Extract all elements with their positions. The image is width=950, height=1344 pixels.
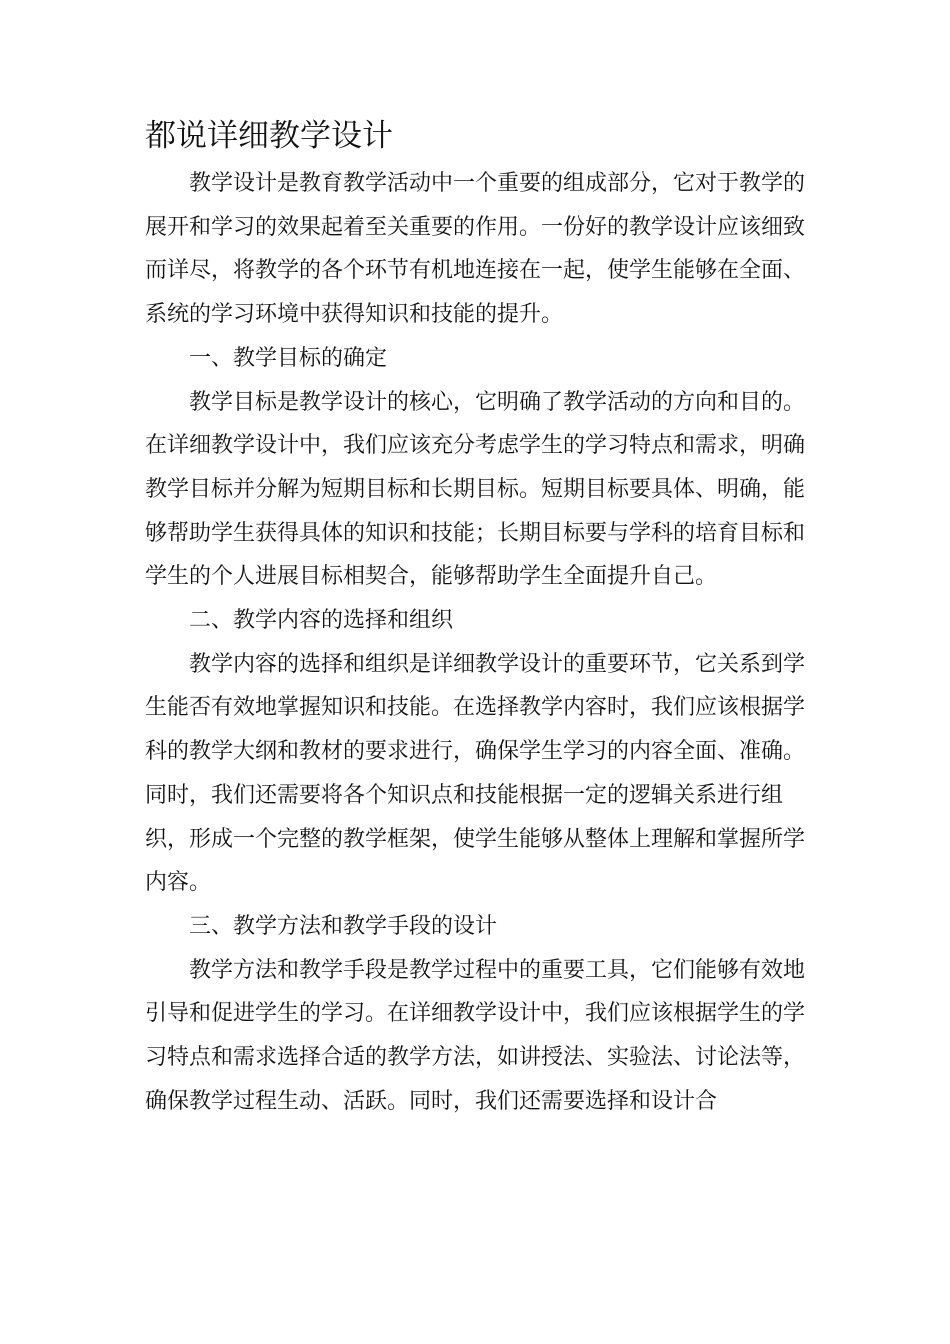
- methods-paragraph: 教学方法和教学手段是教学过程中的重要工具，它们能够有效地引导和促进学生的学习。在详细教学设计中，我们应该根据学生的学习特点和需求选择合适的教学方法，如讲授法、实验法、讨论法等，确保教学过程生动、活跃。同时，我们还需要选择和设计合: [145, 957, 806, 1114]
- objectives-paragraph: 教学目标是教学设计的核心，它明确了教学活动的方向和目的。在详细教学设计中，我们应该充分考虑学生的学习特点和需求，明确教学目标并分解为短期目标和长期目标。短期目标要具体、明确，能够帮助学生获得具体的知识和技能；长期目标要与学科的培育目标和学生的个人进展目标相契合，能够帮助学生全面提升自己。: [145, 389, 806, 590]
- section-heading-content: 二、教学内容的选择和组织: [189, 608, 454, 634]
- intro-paragraph: 教学设计是教育教学活动中一个重要的组成部分，它对于教学的展开和学习的效果起着至关重要的作用。一份好的教学设计应该细致而详尽，将教学的各个环节有机地连接在一起，使学生能够在全面、系统的学习环境中获得知识和技能的提升。: [145, 171, 806, 328]
- section-heading-methods: 三、教学方法和教学手段的设计: [189, 913, 498, 939]
- section-heading-objectives: 一、教学目标的确定: [189, 345, 388, 371]
- document-body: [145, 162, 805, 1123]
- content-paragraph: 教学内容的选择和组织是详细教学设计的重要环节，它关系到学生能否有效地掌握知识和技能。在选择教学内容时，我们应该根据学科的教学大纲和教材的要求进行，确保学生学习的内容全面、准确。同时，我们还需要将各个知识点和技能根据一定的逻辑关系进行组织，形成一个完整的教学框架，使学生能够从整体上理解和掌握所学内容。: [145, 651, 806, 896]
- document-title: 都说详细教学设计: [145, 118, 393, 154]
